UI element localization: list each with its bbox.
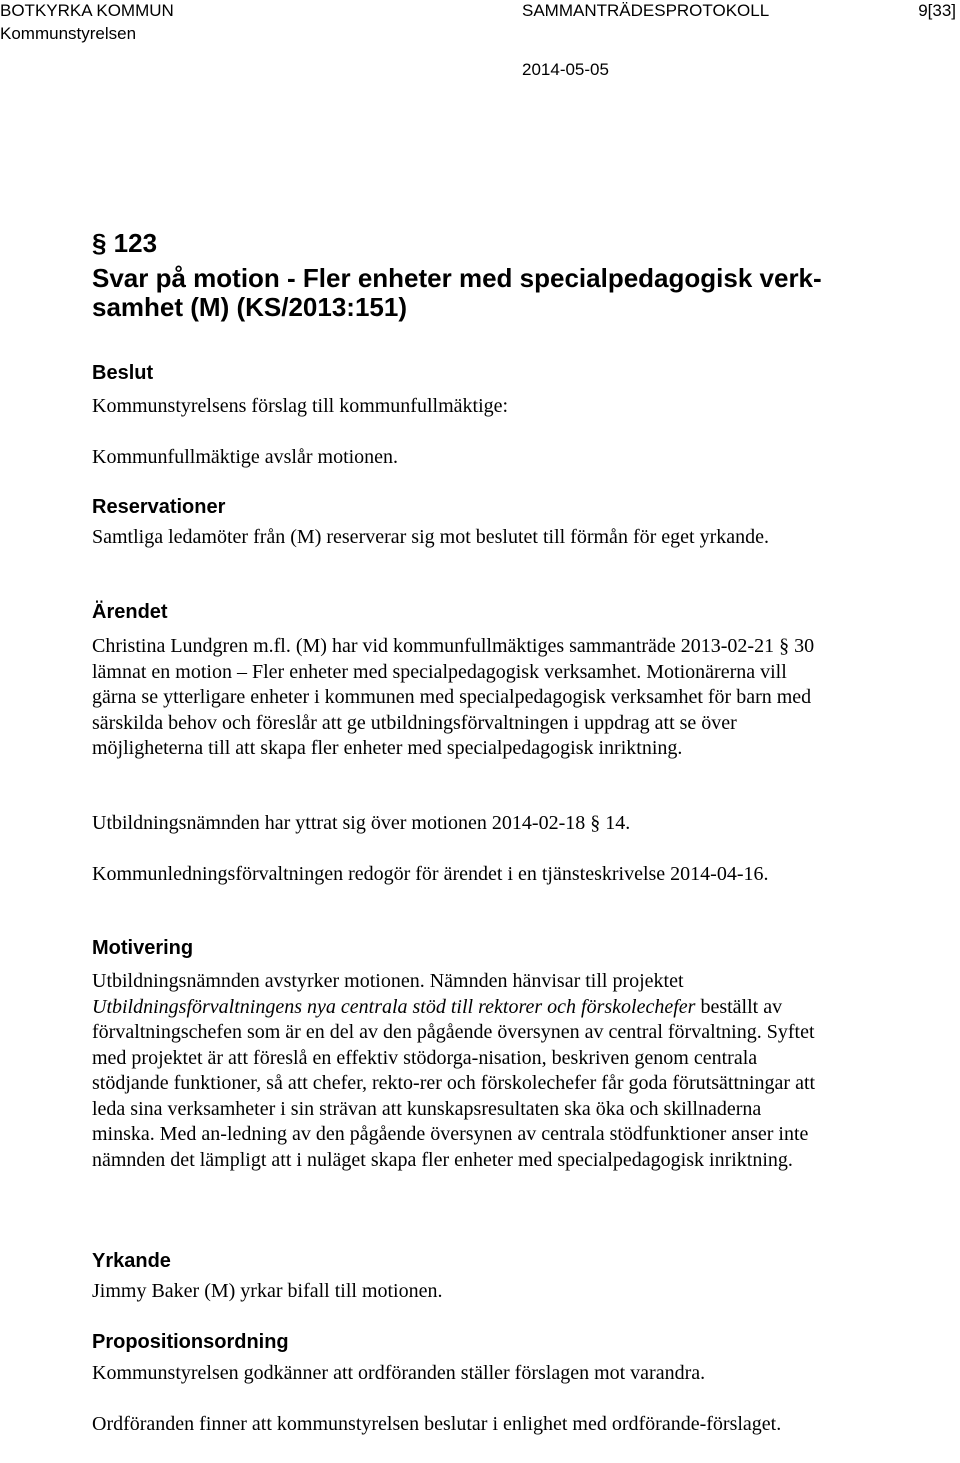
reservationer-text: Samtliga ledamöter från (M) reserverar sig mot beslutet till förmån för eget yrkande.: [92, 526, 769, 548]
motivering-text-end: beställt av förvaltningschefen som är en del av den pågående översynen av central förvaltning. Syftet med projektet är att föreslå en effektiv stödorga-nisation, beskriven genom centrala stödjande funktioner, så att chefer, rekto-rer och förskolechefer får goda förutsättningar att leda sina verksamheter i sin strävan att kunskapsresultaten ska öka och skillnaderna minska. Med an-ledning av den pågående översynen av centrala stödfunktioner anser inte nämnden det lämpligt att i nuläget skapa fler enheter med specialpedagogisk inriktning.: [92, 995, 816, 1171]
yrkande-text: Jimmy Baker (M) yrkar bifall till motionen.: [92, 1280, 443, 1302]
organization-name: BOTKYRKA KOMMUN: [0, 1, 174, 20]
document-type: SAMMANTRÄDESPROTOKOLL: [522, 1, 770, 20]
heading-propositionsordning: Propositionsordning: [92, 1331, 289, 1353]
heading-yrkande: Yrkande: [92, 1250, 171, 1272]
beslut-line: Kommunstyrelsens förslag till kommunfullmäktige:: [92, 395, 509, 417]
page-number: 9[33]: [918, 1, 956, 20]
section-title: [92, 264, 832, 322]
department-name: Kommunstyrelsen: [0, 24, 137, 43]
motivering-text: [92, 969, 817, 1173]
section-title-line: samhet (M) (KS/2013:151): [92, 292, 407, 322]
motivering-text-start: Utbildningsnämnden avstyrker motionen. Nämnden hänvisar till projektet: [92, 970, 684, 992]
meeting-date: 2014-05-05: [522, 60, 609, 79]
arendet-paragraph: Kommunledningsförvaltningen redogör för ärendet i en tjänsteskrivelse 2014-04-16.: [92, 863, 769, 885]
heading-reservationer: Reservationer: [92, 496, 226, 518]
beslut-line: Kommunfullmäktige avslår motionen.: [92, 446, 399, 468]
propositionsordning-paragraph: Ordföranden finner att kommunstyrelsen beslutar i enlighet med ordförande-förslaget.: [92, 1413, 782, 1435]
heading-arendet: Ärendet: [92, 601, 168, 623]
heading-beslut: Beslut: [92, 362, 154, 384]
arendet-paragraph: Christina Lundgren m.fl. (M) har vid kommunfullmäktiges sammanträde 2013-02-21 § 30 lämnat en motion – Fler enheter med specialpedagogisk verksamhet. Motionärerna vill gärna se ytterligare enheter i kommunen med specialpedagogisk verksamhet för barn med särskilda behov och föreslår att ge utbildningsförvaltningen i uppdrag att se över möjligheterna till att skapa fler enheter med specialpedagogisk inriktning.: [92, 635, 815, 759]
section-number: § 123: [92, 228, 158, 258]
arendet-paragraph: Utbildningsnämnden har yttrat sig över motionen 2014-02-18 § 14.: [92, 812, 631, 834]
section-title-line: Svar på motion - Fler enheter med specialpedagogisk verk-: [92, 263, 822, 293]
heading-motivering: Motivering: [92, 937, 194, 959]
project-title: Utbildningsförvaltningens nya centrala stöd till rektorer och förskolechefer: [92, 995, 696, 1018]
propositionsordning-paragraph: Kommunstyrelsen godkänner att ordföranden ställer förslagen mot varandra.: [92, 1362, 706, 1384]
